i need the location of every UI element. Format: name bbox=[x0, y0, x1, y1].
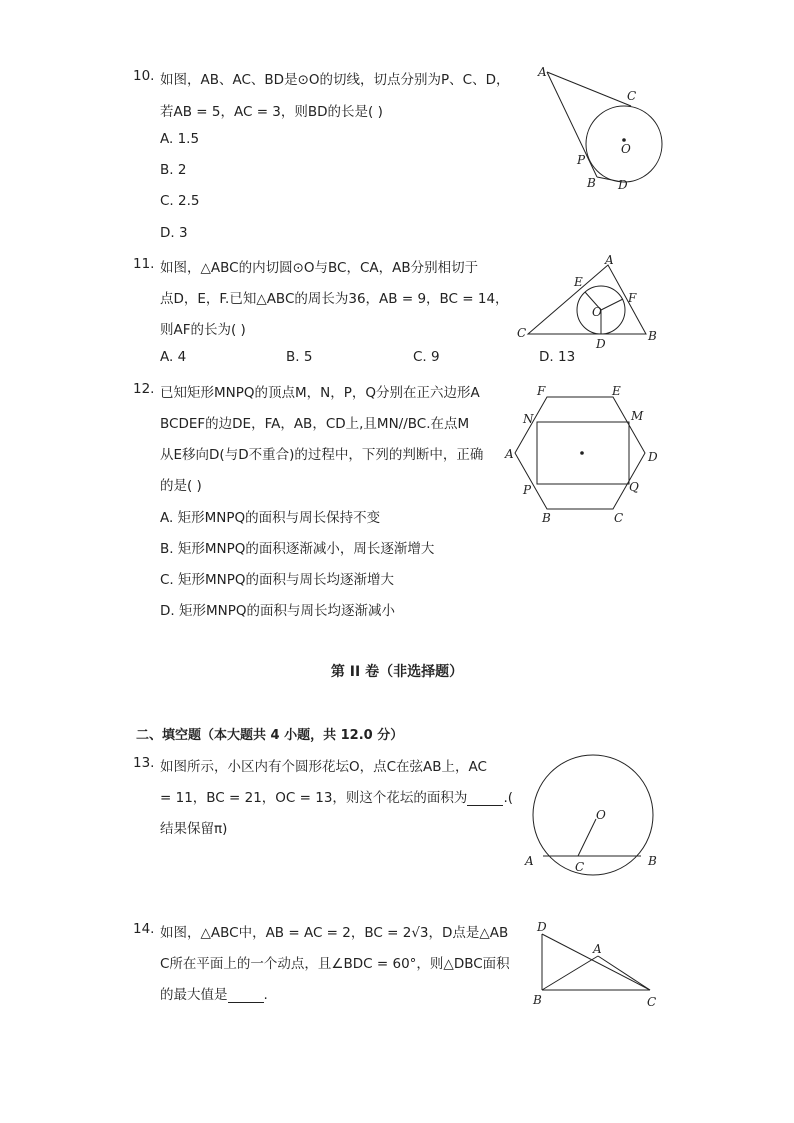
q11-text-line2: 点D，E，F.已知△ABC的周长为36，AB = 9，BC = 14， bbox=[160, 291, 509, 307]
q13-label-c: C bbox=[575, 860, 585, 874]
q12-text-line4: 的是( ) bbox=[160, 478, 202, 494]
q10-line-ab bbox=[547, 72, 597, 177]
q13-label-a: A bbox=[525, 854, 534, 868]
q10-label-b: B bbox=[587, 176, 596, 190]
q11-number: 11. bbox=[133, 256, 155, 272]
q14-number: 14. bbox=[133, 921, 155, 937]
q14-segment-ac bbox=[598, 956, 650, 990]
q13-text-line2-a: = 11，BC = 21，OC = 13，则这个花坛的面积为 bbox=[160, 790, 468, 806]
q10-label-a: A bbox=[538, 65, 547, 79]
q10-label-p: P bbox=[577, 153, 586, 167]
q11-figure bbox=[512, 255, 662, 350]
q11-label-f: F bbox=[628, 291, 637, 305]
q12-figure bbox=[505, 385, 665, 525]
q11-label-a: A bbox=[605, 253, 614, 267]
q13-answer-blank[interactable] bbox=[467, 791, 503, 806]
q11-label-b: B bbox=[648, 329, 657, 343]
q14-label-a: A bbox=[593, 942, 602, 956]
q12-number: 12. bbox=[133, 381, 155, 397]
q12-text-line1: 已知矩形MNPQ的顶点M，N，P，Q分别在正六边形A bbox=[160, 385, 480, 401]
q13-segment-oc bbox=[578, 819, 596, 856]
q13-text-line1: 如图所示，小区内有个圆形花坛O，点C在弦AB上，AC bbox=[160, 759, 487, 775]
q12-label-p: P bbox=[523, 483, 532, 497]
q10-option-b: B. 2 bbox=[160, 162, 187, 178]
q10-option-d: D. 3 bbox=[160, 225, 188, 241]
q12-label-n: N bbox=[523, 412, 534, 426]
q12-text-line3: 从E移向D(与D不重合)的过程中，下列的判断中，正确 bbox=[160, 447, 484, 463]
q11-label-c: C bbox=[517, 326, 527, 340]
q10-option-c: C. 2.5 bbox=[160, 193, 200, 209]
q11-label-e: E bbox=[574, 275, 583, 289]
q12-option-b: B. 矩形MNPQ的面积逐渐减小，周长逐渐增大 bbox=[160, 541, 435, 557]
q12-label-q: Q bbox=[629, 480, 639, 494]
q10-figure bbox=[535, 62, 685, 192]
q11-option-a: A. 4 bbox=[160, 349, 187, 365]
q14-text-line1-a: 如图，△ABC中，AB = AC = 2，BC = 2 bbox=[160, 925, 412, 941]
q12-label-e: E bbox=[612, 384, 621, 398]
q13-text-line2 bbox=[160, 786, 513, 806]
q14-label-c: C bbox=[647, 995, 657, 1009]
q12-label-m: M bbox=[631, 409, 644, 423]
q14-figure bbox=[528, 918, 668, 1013]
q14-label-d: D bbox=[537, 920, 547, 934]
q13-text-line2-b: .( bbox=[503, 790, 513, 806]
q12-option-a: A. 矩形MNPQ的面积与周长保持不变 bbox=[160, 510, 381, 526]
q11-option-d: D. 13 bbox=[539, 349, 576, 365]
q12-label-b: B bbox=[542, 511, 551, 525]
q11-label-d: D bbox=[596, 337, 606, 351]
q13-text-line3: 结果保留π) bbox=[160, 821, 228, 837]
q10-label-c: C bbox=[627, 89, 637, 103]
section-ii-title: 第 II 卷（非选择题） bbox=[330, 664, 464, 680]
q14-text-line3-b: . bbox=[263, 987, 268, 1003]
q11-text-line3: 则AF的长为( ) bbox=[160, 322, 246, 338]
q14-segment-ba bbox=[542, 956, 598, 990]
q12-option-d: D. 矩形MNPQ的面积与周长均逐渐减小 bbox=[160, 603, 395, 619]
q13-label-b: B bbox=[648, 854, 657, 868]
q10-number: 10. bbox=[133, 68, 155, 84]
q14-text-line2: C所在平面上的一个动点，且∠BDC = 60°，则△DBC面积 bbox=[160, 956, 510, 972]
q11-option-b: B. 5 bbox=[286, 349, 313, 365]
q13-number: 13. bbox=[133, 755, 155, 771]
q14-text-line1-b: ，D点是△AB bbox=[428, 925, 509, 941]
q10-line-ac bbox=[547, 72, 631, 106]
q10-text-line1: 如图，AB、AC、BD是⊙O的切线，切点分别为P、C、D， bbox=[160, 72, 510, 88]
q11-text-line1: 如图，△ABC的内切圆⊙O与BC，CA，AB分别相切于 bbox=[160, 260, 479, 276]
q12-label-d: D bbox=[648, 450, 658, 464]
q14-text-line3 bbox=[160, 983, 268, 1003]
q11-label-o: O bbox=[592, 305, 602, 319]
q14-answer-blank[interactable] bbox=[228, 988, 264, 1003]
q12-hexagon bbox=[515, 397, 645, 509]
fill-in-heading: 二、填空题（本大题共 4 小题，共 12.0 分） bbox=[136, 728, 404, 743]
q12-label-c: C bbox=[614, 511, 624, 525]
q12-option-c: C. 矩形MNPQ的面积与周长均逐渐增大 bbox=[160, 572, 395, 588]
q11-option-c: C. 9 bbox=[413, 349, 440, 365]
q14-label-b: B bbox=[533, 993, 542, 1007]
q10-text-line2: 若AB = 5，AC = 3，则BD的长是( ) bbox=[160, 104, 383, 120]
q12-label-a: A bbox=[505, 447, 514, 461]
q12-text-line2: BCDEF的边DE，FA，AB，CD上,且MN//BC.在点M bbox=[160, 416, 470, 432]
q14-sqrt3: √3 bbox=[411, 925, 429, 941]
q13-figure bbox=[520, 740, 670, 890]
q10-label-d: D bbox=[618, 178, 628, 192]
q13-label-o: O bbox=[596, 808, 606, 822]
q14-text-line1 bbox=[160, 921, 508, 941]
q10-option-a: A. 1.5 bbox=[160, 131, 200, 147]
q12-label-f: F bbox=[537, 384, 546, 398]
q12-center-dot bbox=[580, 451, 584, 455]
q13-circle bbox=[533, 755, 653, 875]
q10-label-o: O bbox=[621, 142, 631, 156]
q14-text-line3-a: 的最大值是 bbox=[160, 987, 228, 1003]
q11-radius-of bbox=[601, 299, 623, 310]
